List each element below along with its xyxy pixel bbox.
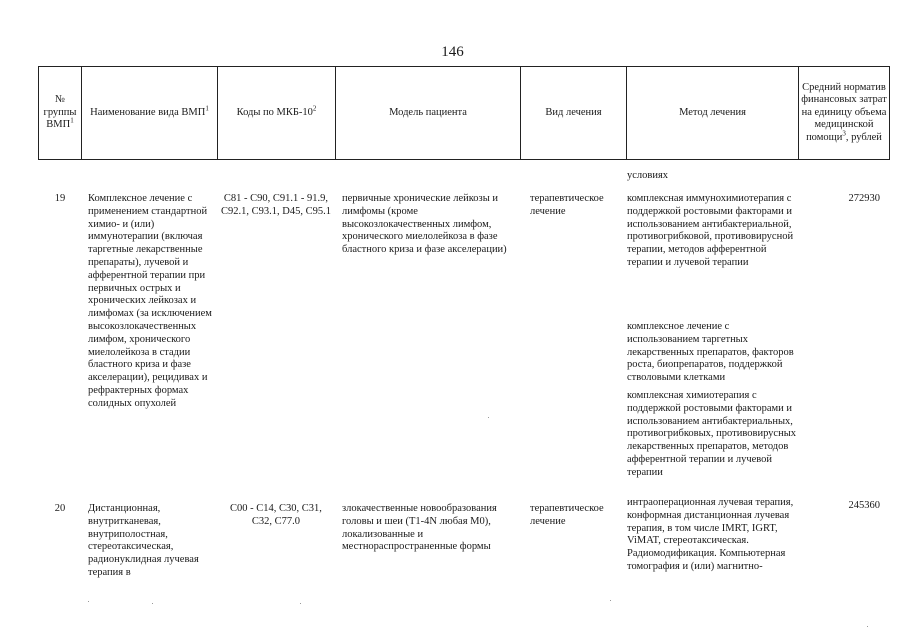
row-20-name: Дистанционная, внутритканевая, внутриполостная, стереотаксическая, радионуклидная лучевая терапия в: [88, 503, 199, 578]
row-20-cost: 245360: [848, 500, 880, 511]
scan-speck: [488, 417, 489, 418]
row-19-cost: 272930: [848, 193, 880, 204]
row-20-model: злокачественные новообразования головы и шеи (T1-4N любая M0), локализованные и местнораспространенные формы: [342, 503, 497, 553]
scan-speck: [610, 600, 611, 601]
footnote-ref: 3: [842, 129, 846, 138]
header-vmp-name: Наименование вида ВМП$^1$: [90, 104, 209, 118]
row-19-model: первичные хронические лейкозы и лимфомы (кроме высокозлокачественных лимфом, хронического миелолейкоза в фазе бластного криза и фазе акселерации): [342, 193, 507, 256]
row-19-method-1: комплексная иммунохимиотерапия с поддержкой ростовыми факторами и использованием антибактериальной, противогрибковой, противовирусной терапии, методов афферентной терапии и лучевой терапии: [627, 193, 794, 268]
footnote-ref: 1: [70, 116, 74, 125]
row-19-name: Комплексное лечение с применением стандартной химио- и (или) иммунотерапии (включая таргетные лекарственные препараты), лучевой и афферентной терапии при первичных острых и хронических лейкозах и лимфомах (за исключением высокозлокачественных лимфом, хронического миелолейкоза в стадии бластного криза и фазе акселерации), рецидивах и рефрактерных формах солидных опухолей: [88, 193, 212, 409]
header-bottom-border: [38, 159, 890, 160]
row-19-treatment-type: терапевтическое лечение: [530, 193, 604, 217]
footnote-ref: 1: [205, 104, 209, 113]
scan-speck: [88, 601, 89, 602]
row-19-number: 19: [54, 193, 66, 204]
row-19-method-3: комплексная химиотерапия с поддержкой ростовыми факторами и использованием антибактериальных, противогрибковых, противовирусных лекарственных препаратов, методов афферентной терапии и лучевой терапии: [627, 390, 797, 478]
row-19-method-2: комплексное лечение с использованием таргетных лекарственных препаратов, факторов роста, биопрепаратов, поддержкой стволовыми клетками: [627, 321, 794, 384]
row-20-method-1: интраоперационная лучевая терапия, конформная дистанционная лучевая терапия, в том числе IMRT, IGRT, ViMAT, стереотаксическая. Радиомодификация. Компьютерная томография и (или) магнитно-: [627, 497, 794, 572]
scan-speck: [300, 603, 301, 604]
page-number: 146: [441, 44, 464, 60]
header-num-vmp: ВМП: [46, 119, 71, 131]
header-patient-model: Модель пациента: [389, 106, 467, 118]
header-border-6: [798, 66, 799, 160]
header-treatment-method: Метод лечения: [679, 106, 746, 118]
header-num-group: группы: [43, 106, 77, 118]
header-group-number: [39, 67, 81, 159]
header-border-right: [889, 66, 890, 160]
row-20-treatment-type: терапевтическое лечение: [530, 503, 604, 527]
scan-speck: [867, 626, 868, 627]
row-20-codes: C00 - C14, C30, C31, C32, C77.0: [230, 503, 322, 527]
row-19-codes: C81 - C90, C91.1 - 91.9, C92.1, C93.1, D45, C95.1: [221, 193, 331, 217]
header-average-cost: Средний норматив финансовых затрат на единицу объема медицинской помощи$^3$, рублей: [801, 81, 887, 143]
method-continuation: условиях: [627, 170, 669, 181]
footnote-ref: 2: [312, 104, 317, 113]
header-num-symbol: №: [54, 94, 66, 106]
scan-speck: [152, 603, 153, 604]
header-icd-codes: Коды по МКБ-$10^2$: [236, 104, 317, 118]
row-20-number: 20: [54, 503, 66, 514]
header-treatment-type: Вид лечения: [545, 106, 602, 118]
